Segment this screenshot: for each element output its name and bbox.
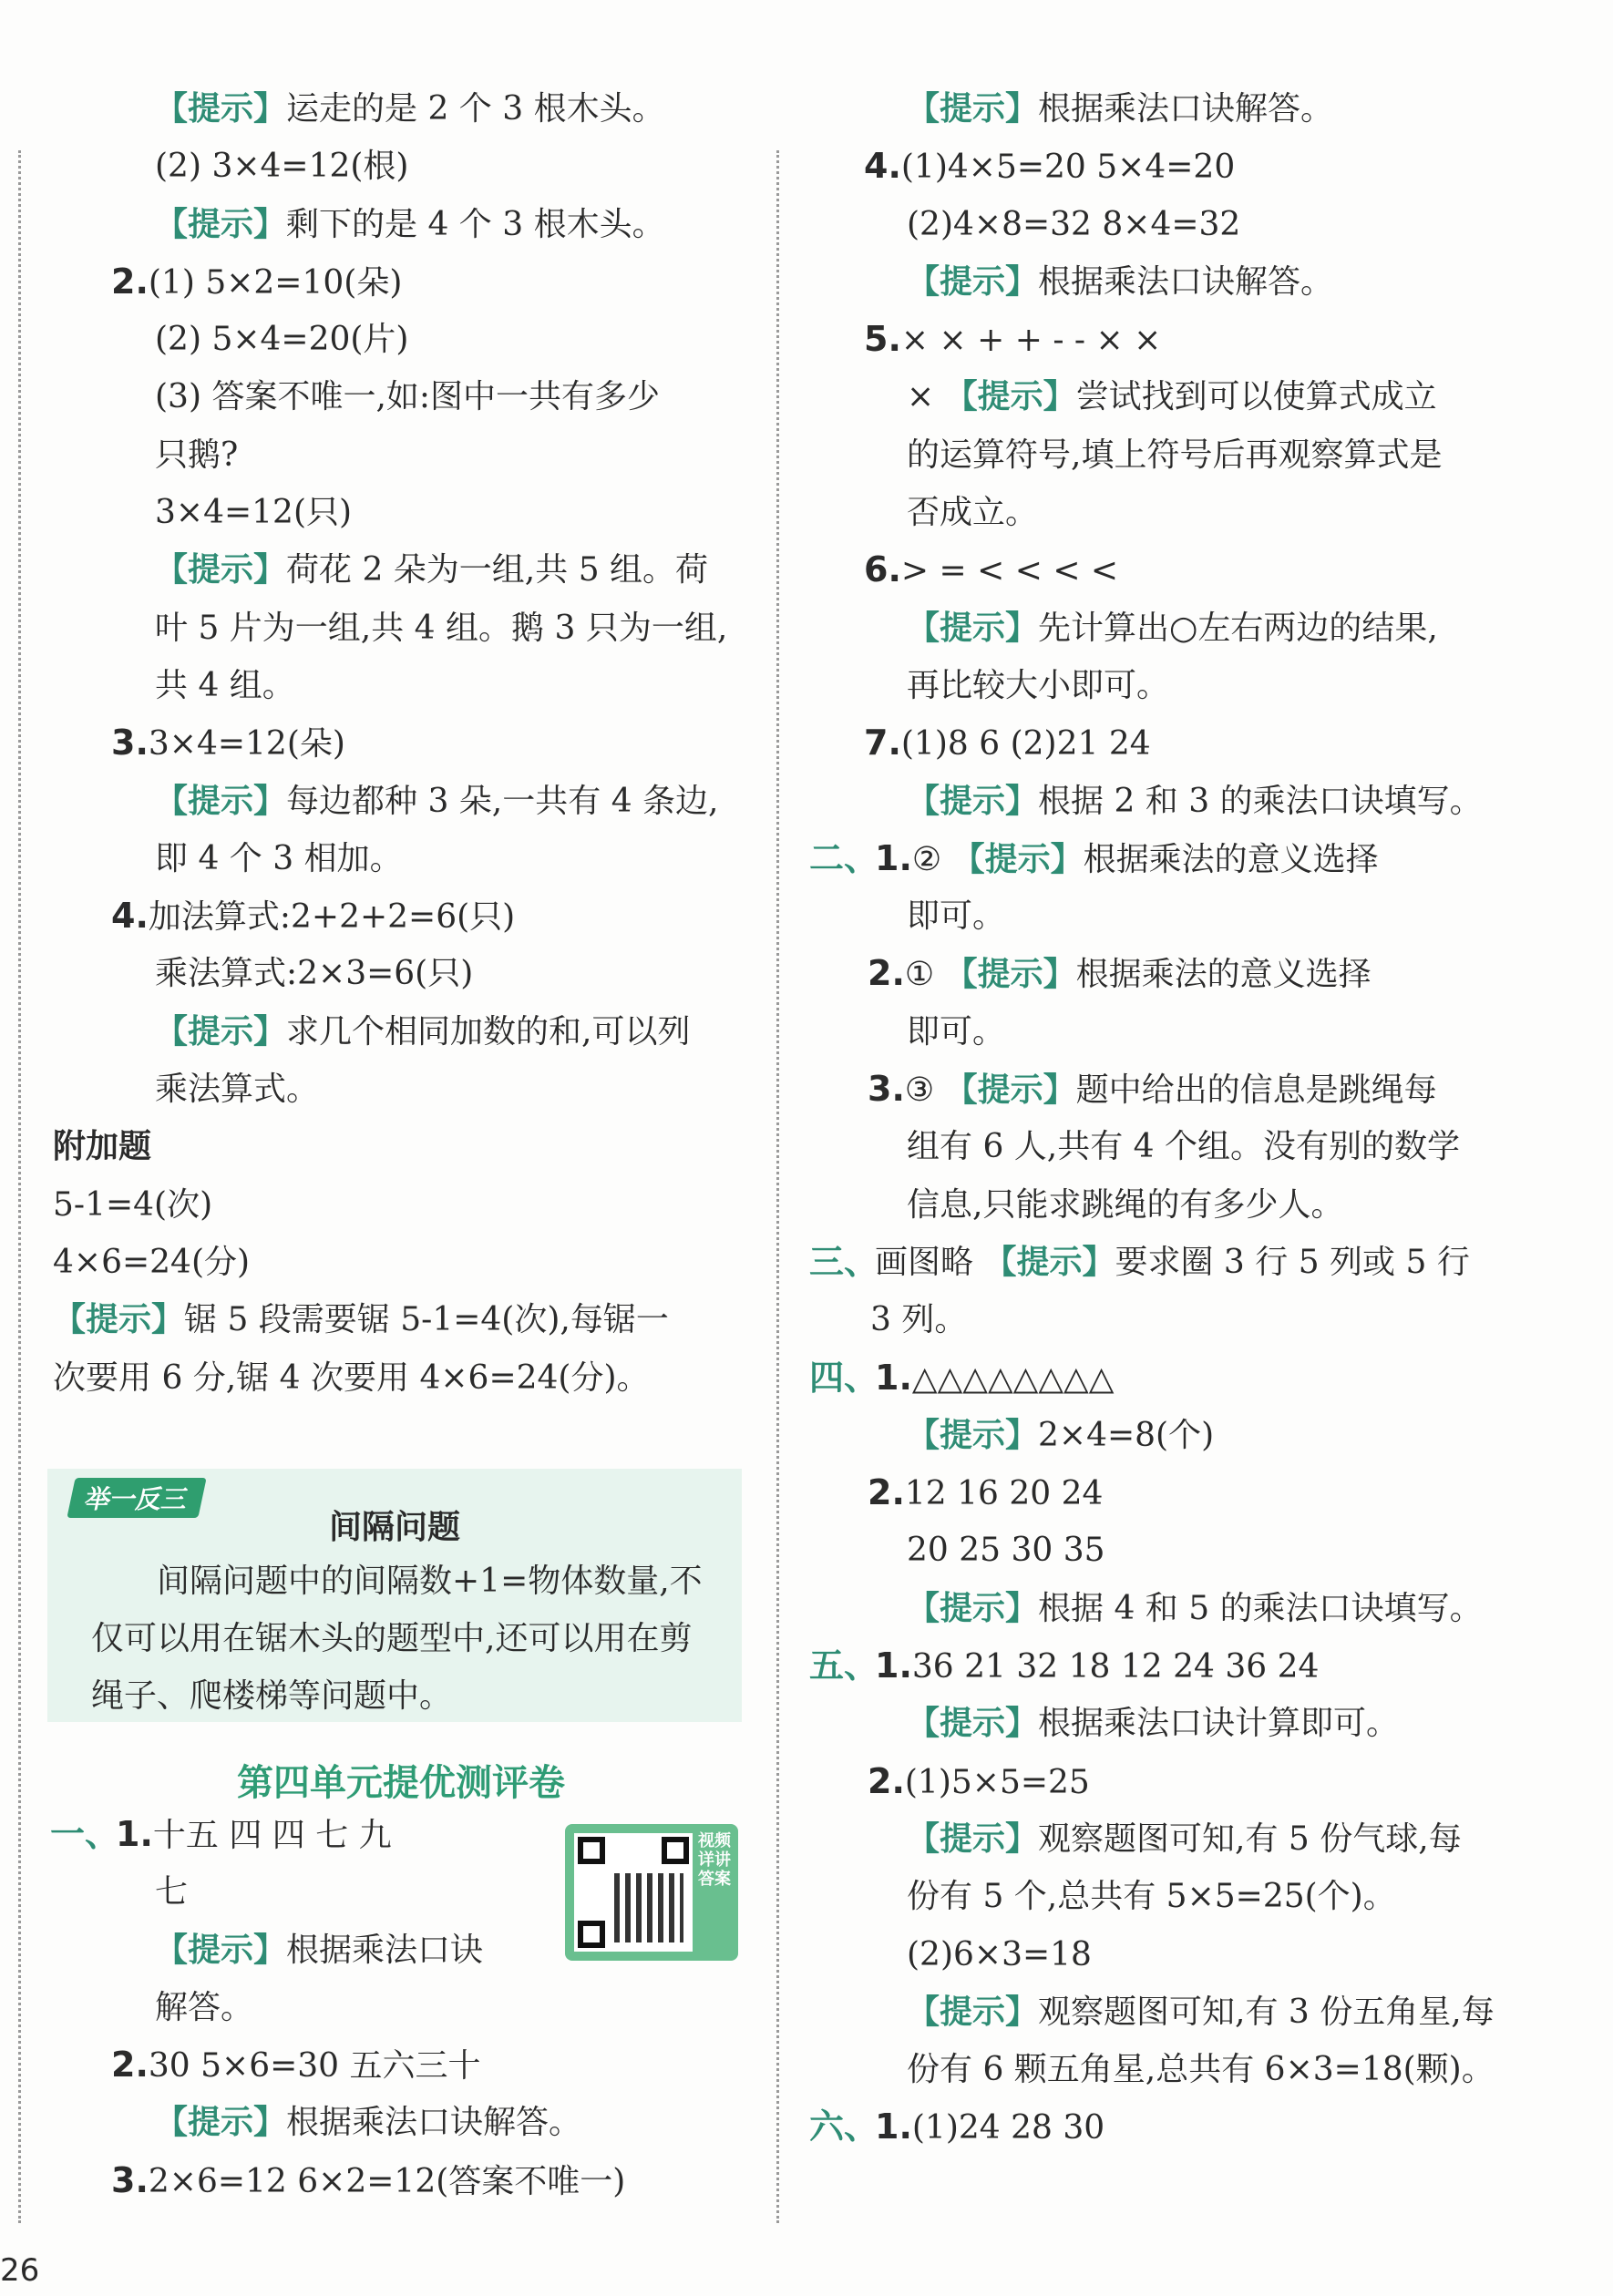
answer-text: 加法算式:2+2+2=6(只) [148, 898, 516, 937]
hint-label: 【提示】 [155, 782, 287, 820]
section-number: 三、 [809, 1241, 879, 1282]
section-number: 六、 [809, 2106, 879, 2147]
answer-line [0, 1580, 1495, 1637]
answer-text: 运走的是 2 个 3 根木头。 [286, 90, 665, 128]
answer-text: 根据乘法的意义选择 [1075, 956, 1372, 994]
section-number: 一、 [50, 1814, 120, 1854]
answer-text: 根据乘法口诀 [286, 1931, 484, 1969]
answer-text: 根据乘法口诀解答。 [1038, 262, 1334, 301]
answer-line [0, 1522, 1495, 1579]
answer-line [0, 1810, 1495, 1868]
answer-text: 乘法算式。 [155, 1071, 320, 1109]
answer-text: 根据 4 和 5 的乘法口诀填写。 [1038, 1589, 1483, 1627]
answer-text: 即 4 个 3 相加。 [155, 839, 403, 877]
question-number: 3. [111, 723, 149, 764]
answer-text: 题中给出的信息是跳绳每 [1075, 1071, 1437, 1110]
answer-line [0, 1983, 1495, 2041]
answer-line [0, 541, 1495, 599]
answer-text: 观察题图可知,有 5 份气球,每 [1038, 1819, 1462, 1858]
answer-text: △△△△△△△△ [911, 1359, 1115, 1398]
answer-text: 剩下的是 4 个 3 根木头。 [286, 205, 665, 243]
hint-label: 【提示】 [907, 609, 1039, 647]
question-number: 2. [868, 1760, 905, 1801]
hint-label: 【提示】 [907, 90, 1039, 128]
section-number: 五、 [809, 1645, 879, 1686]
answer-text: ③ [904, 1071, 945, 1110]
answer-text: (3) 答案不唯一,如:图中一共有多少 [155, 378, 661, 416]
answer-line [0, 1407, 1495, 1464]
answer-text: 即可。 [907, 1012, 1006, 1051]
question-number: 1. [875, 1645, 912, 1686]
answer-text: (2)6×3=18 [907, 1935, 1092, 1973]
answer-line [0, 1234, 1495, 1291]
answer-text: 七 [155, 1873, 189, 1912]
answer-line [0, 368, 1495, 425]
hint-label: 【提示】 [155, 90, 287, 128]
hint-label: 【提示】 [155, 1931, 287, 1969]
answer-line [0, 1926, 1495, 1983]
answer-line [0, 2152, 625, 2209]
hint-label: 【提示】 [907, 1589, 1039, 1627]
hint-label: 【提示】 [155, 2104, 287, 2142]
question-number: 1. [875, 837, 912, 878]
answer-text: 3×4=12(只) [155, 494, 353, 532]
question-number: 4. [864, 146, 901, 187]
answer-text: ② [911, 840, 952, 878]
answer-text: 每边都种 3 朵,一共有 4 条边, [286, 782, 719, 820]
question-number: 2. [868, 1472, 905, 1513]
example-title: 间隔问题 [328, 1509, 460, 1546]
answer-text: 根据乘法口诀解答。 [1038, 90, 1334, 128]
answer-text: 36 21 32 18 12 24 36 24 [911, 1648, 1320, 1686]
answer-text: 共 4 组。 [155, 666, 295, 704]
answer-text: (1)8 6 (2)21 24 [900, 725, 1151, 764]
answer-text: 尝试找到可以使算式成立 [1075, 378, 1437, 416]
question-number: 3. [111, 2159, 149, 2200]
answer-text: 解答。 [155, 1988, 254, 2026]
answer-line [0, 1464, 1495, 1522]
answer-text: 份有 6 颗五角星,总共有 6×3=18(颗)。 [907, 2051, 1495, 2089]
question-number: 5. [864, 319, 901, 360]
answer-line [0, 311, 1495, 368]
answer-text: 只鹅? [155, 436, 239, 474]
qr-caption: 视频详讲答案 [698, 1831, 731, 1889]
answer-text: 即可。 [907, 897, 1006, 936]
hint-label: 【提示】 [944, 378, 1076, 416]
answer-line [0, 773, 1495, 830]
answer-text: (2) 3×4=12(根) [155, 148, 409, 186]
question-number: 3. [868, 1069, 905, 1110]
hint-label: 【提示】 [155, 551, 287, 589]
section-number: 四、 [809, 1357, 879, 1398]
question-number: 7. [864, 723, 901, 764]
hint-label: 【提示】 [155, 205, 287, 243]
answer-line [0, 945, 1495, 1002]
page-number: 26 [0, 2252, 40, 2289]
hint-label: 【提示】 [907, 1705, 1039, 1743]
answer-text: (1) 5×2=10(朵) [148, 263, 403, 302]
answer-text: 根据乘法的意义选择 [1083, 840, 1379, 878]
answer-line [0, 2041, 1495, 2098]
answer-line [0, 600, 1495, 657]
answer-text: × [907, 378, 945, 416]
question-number: 2. [111, 261, 149, 302]
answer-text: 十五 四 四 七 九 [152, 1817, 392, 1854]
hint-label: 【提示】 [907, 1819, 1039, 1858]
answer-text: 求几个相同加数的和,可以列 [286, 1012, 691, 1051]
answer-text: 信息,只能求跳绳的有多少人。 [907, 1185, 1344, 1224]
answer-text: 先计算出○左右两边的结果, [1038, 609, 1438, 647]
hint-label: 【提示】 [907, 1993, 1039, 2031]
answer-text: 3 列。 [870, 1301, 968, 1339]
answer-text: 次要用 6 分,锯 4 次要用 4×6=24(分)。 [53, 1358, 650, 1397]
answer-line [0, 1868, 1495, 1925]
answer-line [0, 253, 1495, 311]
unit-test-title: 第四单元提优测评卷 [237, 1762, 565, 1804]
hint-label: 【提示】 [155, 1012, 287, 1051]
answer-line [0, 1695, 1495, 1752]
question-number: 4. [111, 896, 149, 937]
answer-line [0, 1637, 1495, 1695]
answer-text: 根据乘法口诀计算即可。 [1038, 1705, 1400, 1743]
answer-line [0, 714, 1495, 772]
hint-label: 【提示】 [53, 1301, 185, 1339]
answer-text: (2) 5×4=20(片) [155, 321, 409, 359]
answer-text: 要求圈 3 行 5 列或 5 行 [1115, 1243, 1470, 1281]
answer-text: 根据 2 和 3 的乘法口诀填写。 [1038, 782, 1483, 820]
answer-line [0, 426, 1495, 484]
answer-line [0, 2098, 1495, 2156]
answer-text: 荷花 2 朵为一组,共 5 组。荷 [286, 551, 709, 589]
hint-label: 【提示】 [983, 1243, 1115, 1281]
answer-line [0, 1176, 1495, 1234]
answer-line [0, 138, 1495, 195]
answer-text: 3×4=12(朵) [148, 725, 345, 764]
answer-line [0, 196, 1495, 253]
answer-text: 锯 5 段需要锯 5-1=4(次),每锯一 [184, 1301, 669, 1339]
hint-label: 【提示】 [951, 840, 1084, 878]
answer-line [0, 484, 1495, 541]
hint-label: 【提示】 [907, 1416, 1039, 1454]
question-number: 1. [875, 2106, 912, 2147]
question-number: 1. [875, 1357, 912, 1398]
answer-text: > = < < < < [900, 552, 1119, 590]
answer-text: 2×6=12 6×2=12(答案不唯一) [148, 2162, 626, 2200]
answer-text: 4×6=24(分) [53, 1243, 251, 1281]
answer-text: 叶 5 片为一组,共 4 组。鹅 3 只为一组, [155, 609, 728, 647]
answer-line [0, 1349, 1495, 1407]
answer-line [0, 1753, 1495, 1810]
example-body: 间隔问题中的间隔数+1=物体数量,不仅可以用在锯木头的题型中,还可以用在剪绳子、爬楼梯等问题中。 [91, 1563, 703, 1715]
bold-heading: 附加题 [53, 1128, 152, 1166]
question-number: 6. [864, 549, 901, 590]
right-column [0, 80, 1495, 2157]
answer-line [0, 1118, 1495, 1175]
answer-text: × × + + - - × × [900, 322, 1162, 360]
answer-text: (1)24 28 30 [911, 2109, 1105, 2147]
answer-text: 再比较大小即可。 [907, 666, 1170, 704]
answer-line [0, 830, 1495, 887]
answer-text: 根据乘法口诀解答。 [286, 2104, 582, 2142]
answer-text: 组有 6 人,共有 4 个组。没有别的数学 [907, 1128, 1461, 1166]
question-number: 1. [116, 1814, 153, 1854]
hint-label: 【提示】 [944, 1071, 1076, 1110]
answer-text: ① [904, 956, 945, 994]
answer-text: 否成立。 [907, 494, 1039, 532]
answer-text: 的运算符号,填上符号后再观察算式是 [907, 436, 1443, 474]
answer-line [0, 887, 1495, 945]
answer-text: (2)4×8=32 8×4=32 [907, 205, 1241, 243]
answer-text: 乘法算式:2×3=6(只) [155, 955, 474, 993]
answer-line [0, 1061, 1495, 1118]
answer-text: 12 16 20 24 [904, 1475, 1104, 1513]
question-number: 2. [111, 2045, 149, 2086]
answer-text: 30 5×6=30 五六三十 [148, 2047, 481, 2086]
answer-line [0, 80, 1495, 138]
answer-text: 观察题图可知,有 3 份五角星,每 [1038, 1993, 1495, 2031]
hint-label: 【提示】 [907, 262, 1039, 301]
example-badge: 举一反三 [67, 1478, 206, 1518]
answer-text: (1)4×5=20 5×4=20 [900, 149, 1236, 187]
question-number: 2. [868, 953, 905, 994]
hint-label: 【提示】 [907, 782, 1039, 820]
answer-text: 2×4=8(个) [1038, 1416, 1215, 1454]
answer-line [0, 657, 1495, 714]
answer-text: 份有 5 个,总共有 5×5=25(个)。 [907, 1878, 1396, 1916]
hint-label: 【提示】 [944, 956, 1076, 994]
answer-line [0, 1291, 1495, 1348]
section-number: 二、 [809, 837, 879, 878]
answer-text: 5-1=4(次) [53, 1185, 213, 1224]
answer-text: 20 25 30 35 [907, 1532, 1105, 1570]
answer-text: (1)5×5=25 [904, 1763, 1090, 1801]
answer-line [0, 1003, 1495, 1061]
answer-text: 画图略 [875, 1243, 984, 1281]
